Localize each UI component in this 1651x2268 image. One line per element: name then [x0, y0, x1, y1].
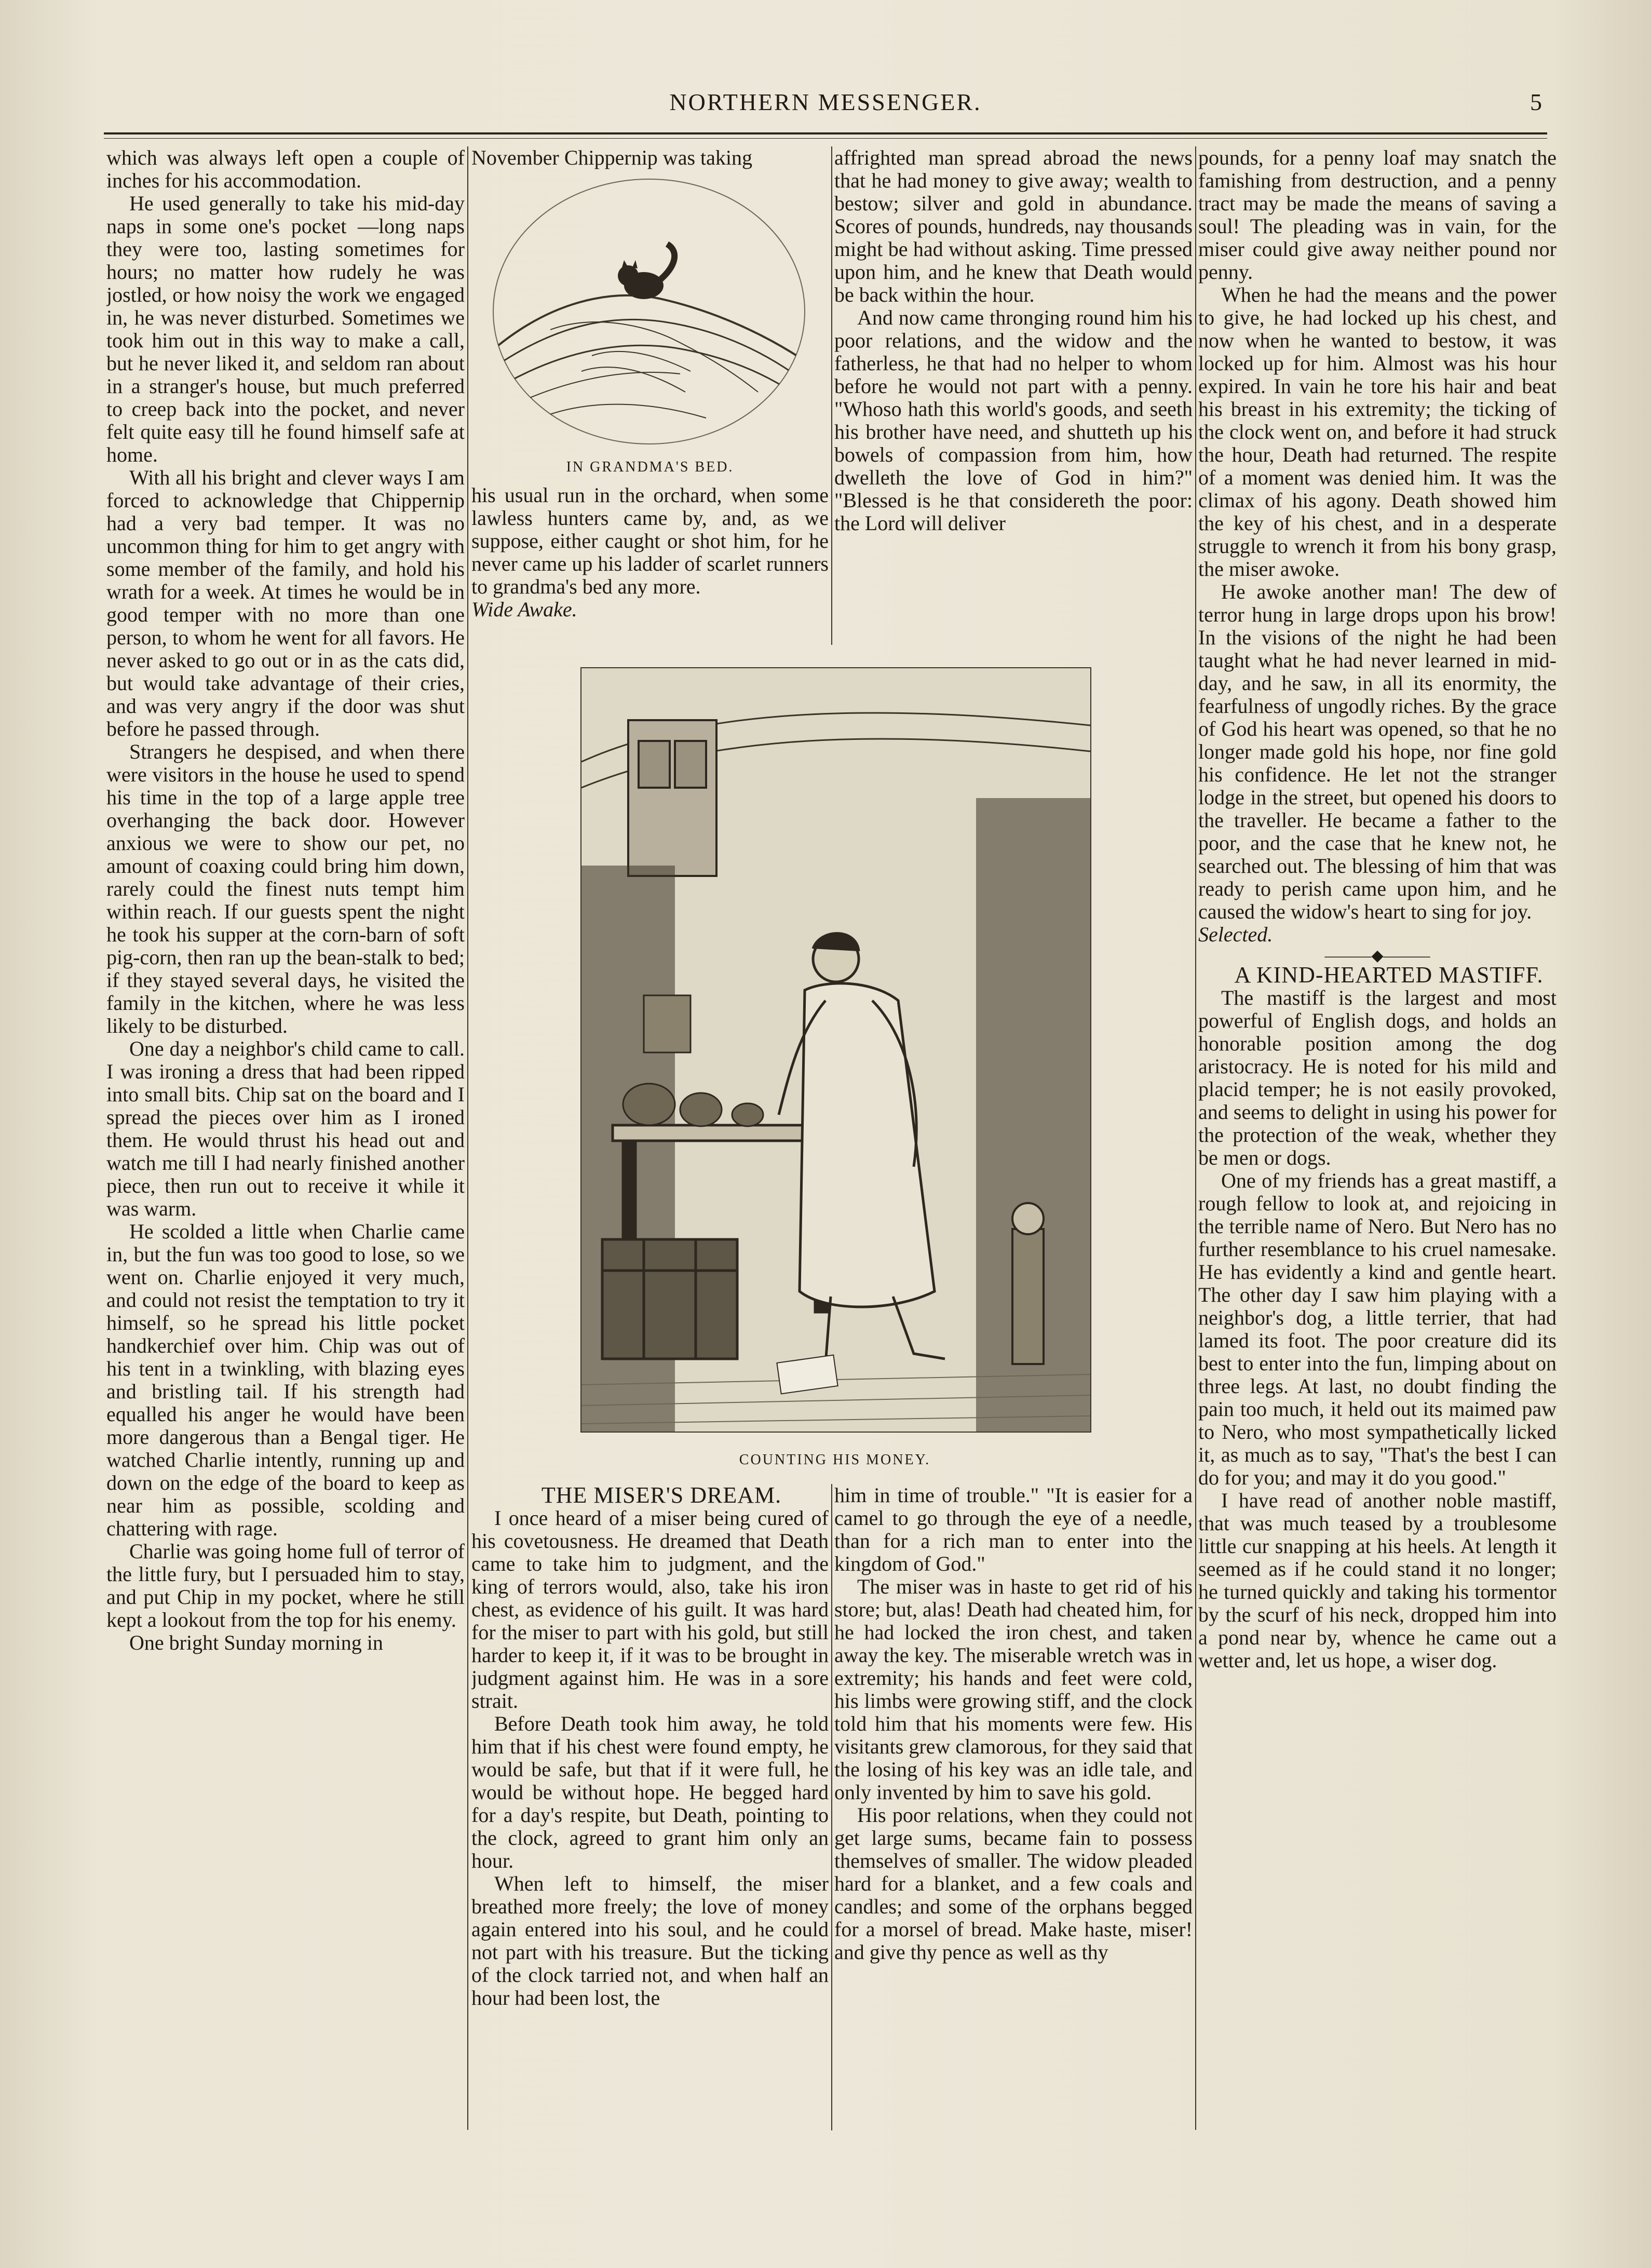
column-rule — [467, 146, 468, 2130]
paragraph: With all his bright and clever ways I am forced to acknowledge that Chippernip had a very bad temper. It was no uncommon thing for him to get angry with some member of the family, and hold his wrath for a week. At times he would be in good temper with no more than one person, to whom he went for all favors. He never asked to go out or in as the cats did, but would take advantage of their cries, and was very angry if the door was shut before he passed through. — [106, 466, 465, 740]
source-credit: Wide Awake. — [471, 598, 577, 621]
paragraph: And now came thronging round him his poor relations, and the widow and the fatherless, he that had no helper to whom before he would not part with a penny. "Whoso hath this world's goods, and seeth his brother have need, and shutteth up his bowels of compassion from him, how dwelleth the love of God in him?" "Blessed is he that considereth the poor: the Lord will deliver — [834, 306, 1193, 535]
paragraph: He scolded a little when Charlie came in, but the fun was too good to lose, so we went on. Charlie enjoyed it very much, and could not resist the temptation to try it himself, so he spread his little pocket handkerchief over him. Chip was out of his tent in a twinkling, with blazing eyes and bristling tail. If his strength had equalled his anger he would have been more dangerous than a Bengal tiger. He watched Charlie intently, running up and down on the edge of the board to keep as near him as possible, scolding and chattering with rage. — [106, 1220, 465, 1540]
paragraph: The mastiff is the largest and most powerful of English dogs, and holds an honorable position among the dog aristocracy. He is noted for his mild and placid temper; he is not easily provoked, and seems to delight in using his power for the protection of the weak, whether they be men or dogs. — [1198, 986, 1557, 1169]
page-number: 5 — [1530, 89, 1542, 115]
figure-caption: COUNTING HIS MONEY. — [739, 1452, 931, 1468]
paragraph: which was always left open a couple of inches for his accommodation. — [106, 146, 465, 192]
figure-caption-block — [471, 456, 829, 621]
column-3-bottom — [834, 1484, 1193, 2130]
clock — [1012, 1203, 1044, 1364]
column-1 — [106, 146, 465, 2130]
column-3-top — [834, 146, 1193, 535]
squirrel-figure — [618, 244, 674, 299]
article-headline: THE MISER'S DREAM. — [541, 1484, 782, 1508]
source-credit: Selected. — [1198, 923, 1273, 946]
engraving-miser-counting-money — [580, 667, 1091, 1433]
paragraph: One of my friends has a great mastiff, a rough fellow to look at, and rejoicing in the terrible name of Nero. But Nero has no further resemblance to his cruel namesake. He has evidently a kind and gentle heart. The other day I saw him playing with a neighbor's dog, a little terrier, that had lamed its foot. The poor creature did its best to enter into the fun, limping about on three legs. At last, no doubt finding the pain too much, it held out its maimed paw to Nero, who most sympathetically licked it, as much as to say, "That's the best I can do for you; and may it do you good." — [1198, 1169, 1557, 1489]
paragraph: I once heard of a miser being cured of his covetousness. He dreamed that Death came to take him to judgment, and the king of terrors would, also, take his iron chest, as evidence of his guilt. It was hard for the miser to part with his gold, but still harder to keep it, if it was to be brought in judgment against him. He was in a sore strait. — [471, 1506, 829, 1712]
paragraph: affrighted man spread abroad the news that he had money to give away; wealth to bestow; silver and gold in abundance. Scores of pounds, hundreds, nay thousands might be had without asking. Time pressed upon him, and he knew that Death would be back within the hour. — [834, 146, 1193, 306]
paragraph: pounds, for a penny loaf may snatch the famishing from destruction, and a penny tract may be made the means of saving a soul! The pleading was in vain, for the miser could give away neither pound nor penny. — [1198, 146, 1557, 284]
figure-caption-block — [580, 1449, 1089, 1472]
iron-chest — [602, 1239, 737, 1359]
masthead-title: NORTHERN MESSENGER. — [669, 89, 982, 115]
paragraph: One bright Sunday morning in — [129, 1631, 383, 1654]
section-divider: ———◆——— — [1324, 947, 1430, 964]
paragraph: I have read of another noble mastiff, that was much teased by a troublesome little cur snapping at his heels. At length it seemed as if he could stand it no longer; he turned quickly and taking his tormentor by the scurf of his neck, dropped him into a pond near by, whence he came out a wetter and, let us hope, a wiser dog. — [1198, 1489, 1557, 1672]
column-4 — [1198, 146, 1557, 2130]
header-rule — [104, 132, 1547, 134]
paragraph: November Chippernip was taking — [471, 146, 752, 169]
column-rule — [831, 1484, 832, 2130]
paragraph: When left to himself, the miser breathed more freely; the love of money again entered into his soul, and he could not part with his treasure. But the ticking of the clock tarried not, and when half an hour had been lost, the — [471, 1872, 829, 2009]
paragraph: him in time of trouble." "It is easier for a camel to go through the eye of a needle, than for a rich man to enter into the kingdom of God." — [834, 1484, 1193, 1575]
paragraph: Charlie was going home full of terror of the little fury, but I persuaded him to stay, and put Chip in my pocket, where he still kept a lookout from the top for his enemy. — [106, 1540, 465, 1631]
paragraph: He used generally to take his mid-day naps in some one's pocket —long naps they were too, lasting sometimes for hours; no matter how rudely he was jostled, or how noisy the work we engaged in, he was never disturbed. Sometimes we took him out in this way to make a call, but he never liked it, and seldom ran about in a stranger's house, but much preferred to creep back into the pocket, and never felt quite easy till he found himself safe at home. — [106, 192, 465, 466]
paragraph: Before Death took him away, he told him that if his chest were found empty, he would be safe, but that if it were full, he would be without hope. He begged hard for a day's respite, but Death, pointing to the clock, agreed to grant him only an hour. — [471, 1712, 829, 1872]
paragraph: his usual run in the orchard, when some lawless hunters came by, and, as we suppose, either caught or shot him, for he never came up his ladder of scarlet runners to grandma's bed any more. — [471, 483, 829, 598]
column-rule — [1195, 146, 1196, 2130]
column-2-top — [471, 146, 829, 169]
paragraph: Strangers he despised, and when there were visitors in the house he used to spend his time in the top of a large apple tree overhanging the back door. However anxious we were to show our pet, no amount of coaxing could bring him down, rarely could the finest nuts tempt him within reach. If our guests spent the night he took his supper at the corn-barn of soft pig-corn, then ran up the bean-stalk to bed; if they stayed several days, he visited the family in the kitchen, where he was less likely to be disturbed. — [106, 740, 465, 1037]
column-rule — [831, 146, 832, 645]
column-2-bottom — [471, 1484, 829, 2130]
paragraph: One day a neighbor's child came to call. I was ironing a dress that had been ripped into small bits. Chip sat on the board and I spread the pieces over him as I ironed them. He would thrust his head out and watch me till I had nearly finished another piece, then run out to receive it while it was warm. — [106, 1037, 465, 1220]
engraving-squirrel-in-bed — [488, 174, 810, 449]
header-rule-thin — [104, 138, 1547, 139]
wall-cabinet — [628, 720, 716, 876]
page-header — [104, 88, 1547, 130]
paragraph: His poor relations, when they could not get large sums, became fain to possess themselves of smaller. The widow pleaded hard for a blanket, and a few coals and candles; and some of the orphans begged for a morsel of bread. Make haste, miser! and give thy pence as well as thy — [834, 1803, 1193, 1964]
paragraph: He awoke another man! The dew of terror hung in large drops upon his brow! In the visions of the night he had been taught what he had never learned in mid-day, and he saw, in all its enormity, the fearfulness of ungodly riches. By the grace of God his heart was opened, so that he no longer made gold his hope, nor fine gold his confidence. He let not the stranger lodge in the street, but opened his doors to the traveller. He became a father to the poor, and the case that he knew not, he searched out. The blessing of him that was ready to perish came upon him, and he caused the widow's heart to sing for joy. — [1198, 580, 1557, 923]
figure-caption: IN GRANDMA'S BED. — [566, 459, 734, 475]
paragraph: The miser was in haste to get rid of his store; but, alas! Death had cheated him, for he had locked the iron chest, and taken away the key. The miserable wretch was in extremity; his hands and feet were cold, his limbs were growing stiff, and the clock told him that his moments were few. His visitants grew clamorous, for they said that the losing of his key was an idle tale, and only invented by him to save his gold. — [834, 1575, 1193, 1804]
paragraph: When he had the means and the power to give, he had locked up his chest, and now when he wanted to bestow, it was locked up for him. Almost was his hour expired. In vain he tore his hair and beat his breast in his extremity; the ticking of the clock went on, and before it had struck the hour, Death had returned. The respite of a moment was denied him. It was the climax of his agony. Death showed him the key of his chest, and in a desperate struggle to wrench it from his bony grasp, the miser awoke. — [1198, 283, 1557, 580]
article-headline: A KIND-HEARTED MASTIFF. — [1234, 962, 1544, 988]
